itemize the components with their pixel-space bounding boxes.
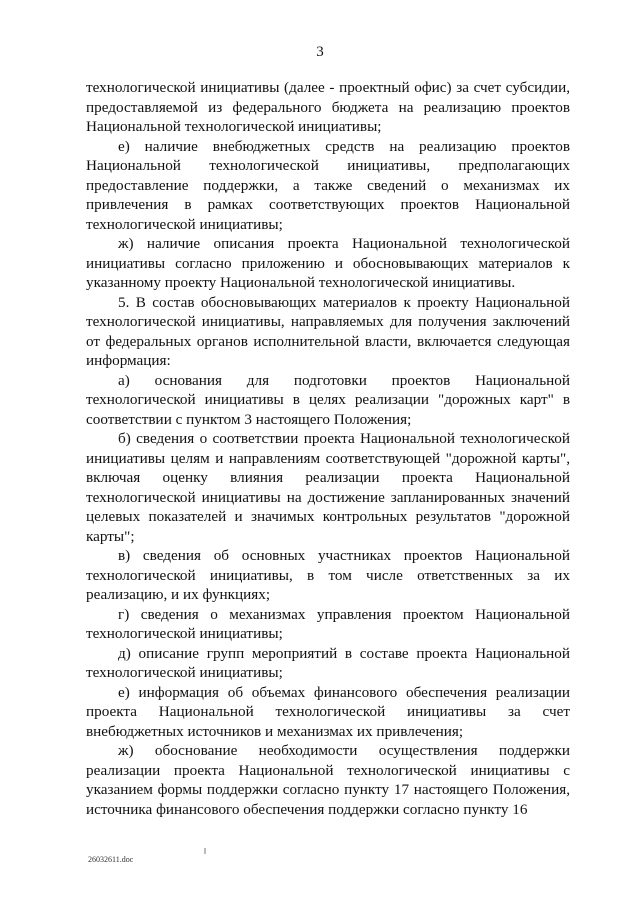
document-body	[86, 78, 570, 819]
paragraph-item-zh: ж) наличие описания проекта Национальной технологической инициативы согласно приложению и обосновывающих материалов к указанному проекту Национальной технологической инициативы.	[86, 235, 570, 291]
paragraph-item-b: б) сведения о соответствии проекта Национальной технологической инициативы целям и направлениям соответствующей "дорожной карты", включая оценку влияния реализации проекта Национальной технологической инициативы на достижение запланированных значений целевых показателей и значимых контрольных результатов "дорожной карты";	[86, 430, 570, 545]
page-number: 3	[316, 44, 324, 60]
paragraph-item-v: в) сведения об основных участниках проектов Национальной технологической инициативы, в том числе ответственных за их реализацию, и их функциях;	[86, 547, 570, 603]
paragraph-item-d: д) описание групп мероприятий в составе проекта Национальной технологической инициативы;	[86, 644, 570, 681]
paragraph-item-zh2: ж) обоснование необходимости осуществления поддержки реализации проекта Национальной технологической инициативы с указанием формы поддержки согласно пункту 17 настоящего Положения, источника финансового обеспечения поддержки согласно пункту 16	[86, 742, 570, 818]
paragraph-clause-5: 5. В состав обосновывающих материалов к проекту Национальной технологической инициативы, направляемых для получения заключений от федеральных органов исполнительной власти, включается следующая информация:	[86, 293, 570, 369]
paragraph-item-e2: е) информация об объемах финансового обеспечения реализации проекта Национальной технологической инициативы за счет внебюджетных источников и механизмах их привлечения;	[86, 683, 570, 740]
paragraph-item-e: е) наличие внебюджетных средств на реализацию проектов Национальной технологической инициативы, предполагающих предоставление поддержки, а также сведений о механизмах их привлечения в рамках соответствующих проектов Национальной технологической инициативы;	[86, 137, 570, 233]
paragraph-item-a: а) основания для подготовки проектов Национальной технологической инициативы в целях реализации "дорожных карт" в соответствии с пунктом 3 настоящего Положения;	[86, 371, 570, 428]
scan-mark	[204, 848, 206, 854]
paragraph-item-g: г) сведения о механизмах управления проектом Национальной технологической инициативы;	[86, 605, 570, 642]
paragraph-continuation: технологической инициативы (далее - проектный офис) за счет субсидии, предоставляемой из федерального бюджета на реализацию проектов Национальной технологической инициативы;	[86, 79, 570, 135]
footer-file-name: 26032611.doc	[88, 855, 134, 864]
